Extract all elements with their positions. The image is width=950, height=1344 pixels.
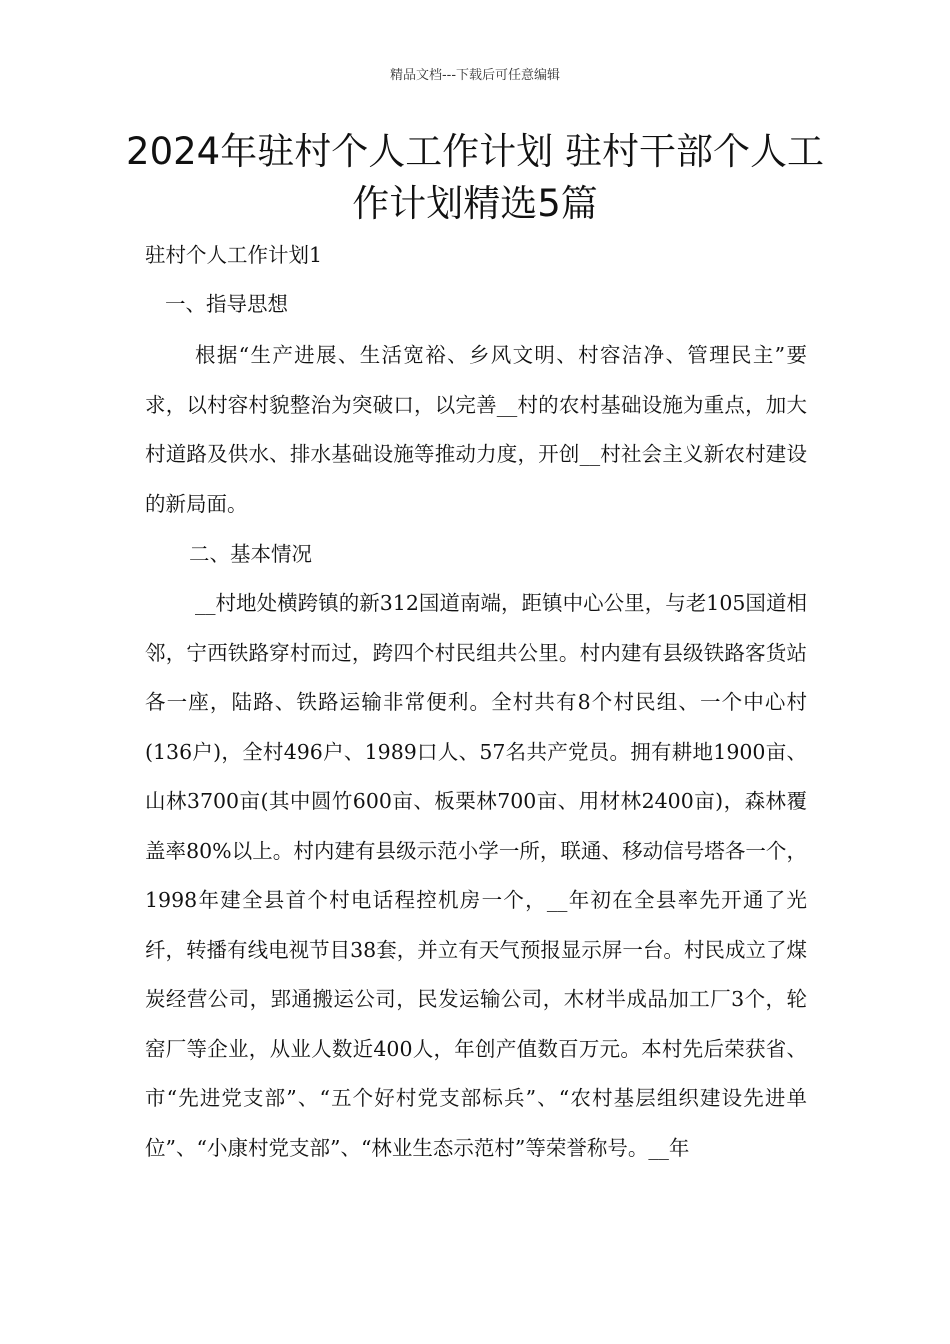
- document-title: 2024年驻村个人工作计划 驻村干部个人工作计划精选5篇: [126, 130, 824, 225]
- paragraph-basic-situation: __村地处横跨镇的新312国道南端，距镇中心公里，与老105国道相邻，宁西铁路穿村而过，跨四个村民组共公里。村内建有县级铁路客货站各一座，陆路、铁路运输非常便利。全村共有8个村民组、一个中心村(136户)，全村496户、1989口人、57名共产党员。拥有耕地1900亩、山林3700亩(其中圆竹600亩、板栗林700亩、用材林2400亩)，森林覆盖率80%以上。村内建有县级示范小学一所，联通、移动信号塔各一个，1998年建全县首个村电话程控机房一个，__年初在全县率先开通了光纤，转播有线电视节目38套，并立有天气预报显示屏一台。村民成立了煤炭经营公司，郢通搬运公司，民发运输公司，木材半成品加工厂3个，轮窑厂等企业，从业人数近400人，年创产值数百万元。本村先后荣获省、市“先进党支部”、“五个好村党支部标兵”、“农村基层组织建设先进单位”、“小康村党支部”、“林业生态示范村”等荣誉称号。__年: [145, 591, 807, 1160]
- heading-guiding-thought: 一、指导思想: [165, 292, 288, 316]
- document-body: [145, 233, 807, 1173]
- heading-basic-situation: 二、基本情况: [189, 542, 312, 566]
- paragraph-guiding-thought: 根据“生产进展、生活宽裕、乡风文明、村容洁净、管理民主”要求，以村容村貌整治为突破口，以完善__村的农村基础设施为重点，加大村道路及供水、排水基础设施等推动力度，开创__村社会主义新农村建设的新局面。: [145, 343, 807, 516]
- header-note: 精品文档---下载后可任意编辑: [389, 68, 561, 83]
- section-title: 驻村个人工作计划1: [145, 243, 323, 267]
